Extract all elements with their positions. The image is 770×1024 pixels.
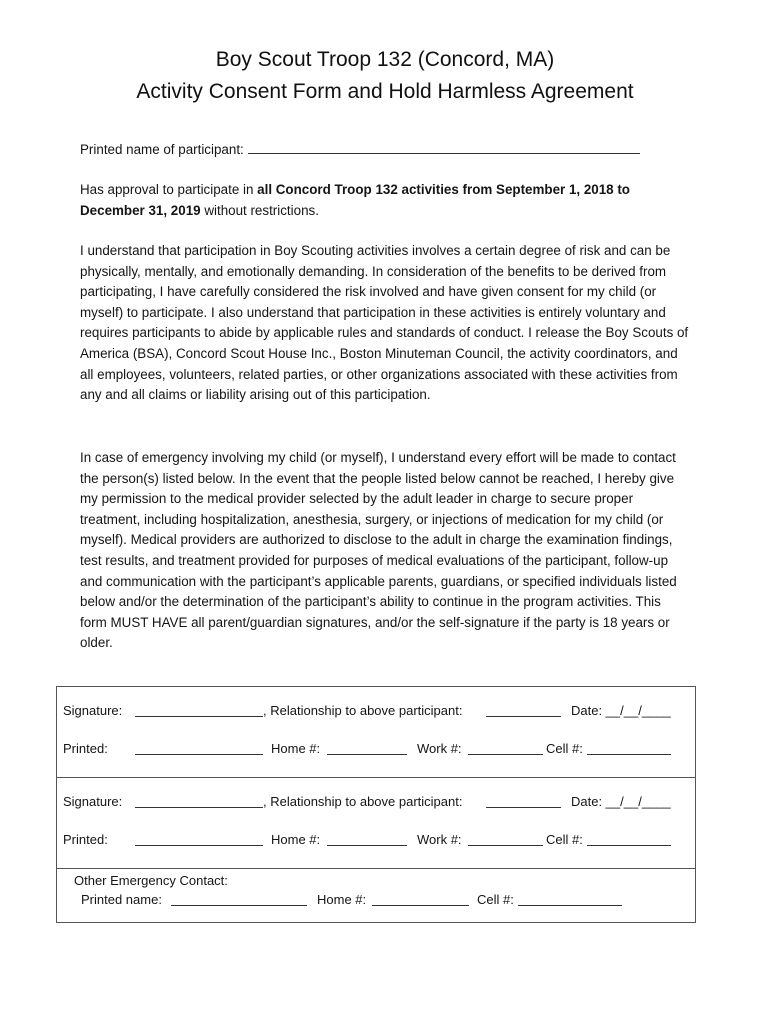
form-title-line-2: Activity Consent Form and Hold Harmless Agreement: [136, 80, 634, 103]
signature-field[interactable]: [135, 794, 263, 811]
printed-label: Printed:: [63, 832, 108, 847]
other-contact-heading-row: [57, 873, 695, 891]
work-field[interactable]: [468, 741, 543, 758]
other-cell-field[interactable]: [518, 892, 622, 909]
contact-row-1: [57, 741, 695, 759]
home-label: Home #:: [271, 832, 321, 847]
cell-label: Cell #:: [546, 832, 583, 847]
other-printed-name-label: Printed name:: [81, 892, 162, 907]
home-field[interactable]: [327, 832, 407, 849]
relationship-label: , Relationship to above participant:: [263, 794, 463, 809]
signature-label: Signature:: [63, 703, 123, 718]
relationship-label: , Relationship to above participant:: [263, 703, 463, 718]
participant-name-field[interactable]: [248, 139, 640, 154]
approval-period: all Concord Troop 132 activities from September 1, 2018 to December 31, 2019: [80, 182, 630, 218]
other-home-field[interactable]: [372, 892, 469, 909]
other-contact-heading: Other Emergency Contact:: [74, 873, 228, 888]
signature-block-1: [56, 686, 696, 778]
work-field[interactable]: [468, 832, 543, 849]
signature-field[interactable]: [135, 703, 263, 720]
signature-label: Signature:: [63, 794, 123, 809]
signature-row-2: [57, 794, 695, 812]
signature-row-1: [57, 703, 695, 721]
relationship-field[interactable]: [486, 794, 561, 811]
other-cell-label: Cell #:: [477, 892, 514, 907]
relationship-field[interactable]: [486, 703, 561, 720]
printed-field[interactable]: [135, 832, 263, 849]
other-contact-row: [57, 892, 695, 910]
form-title-line-1: Boy Scout Troop 132 (Concord, MA): [215, 48, 555, 71]
work-label: Work #:: [417, 832, 462, 847]
home-field[interactable]: [327, 741, 407, 758]
date-field[interactable]: Date: __/__/____: [571, 794, 671, 809]
cell-field[interactable]: [587, 832, 671, 849]
other-emergency-contact-block: [56, 868, 696, 923]
approval-prefix: Has approval to participate in: [80, 182, 258, 197]
date-field[interactable]: Date: __/__/____: [571, 703, 671, 718]
contact-row-2: [57, 832, 695, 850]
other-home-label: Home #:: [317, 892, 367, 907]
printed-label: Printed:: [63, 741, 108, 756]
signature-block-2: [56, 777, 696, 869]
approval-suffix: without restrictions.: [200, 202, 319, 218]
other-printed-name-field[interactable]: [171, 892, 307, 909]
printed-field[interactable]: [135, 741, 263, 758]
participant-name-label: Printed name of participant:: [80, 142, 244, 157]
cell-label: Cell #:: [546, 741, 583, 756]
work-label: Work #:: [417, 741, 462, 756]
cell-field[interactable]: [587, 741, 671, 758]
participant-name-row: [80, 139, 690, 161]
emergency-consent-paragraph: In case of emergency involving my child (or myself), I understand every effort will be made to contact the person(s) listed below. In the event that the people listed below cannot be reached, I hereby give my permission to the medical provider selected by the adult leader in charge to secure proper treatment, including hospitalization, anesthesia, surgery, or injections of medication for my child (or myself). Medical providers are authorized to disclose to the adult in charge the examination findings, test results, and treatment provided for purposes of medical evaluations of the participant, follow-up and communication with the participant’s applicable parents, guardians, or specified individuals listed below and/or the determination of the participant’s ability to continue in the program activities. This form MUST HAVE all parent/guardian signatures, and/or the self-signature if the party is 18 years or older.: [80, 450, 677, 651]
risk-release-paragraph: I understand that participation in Boy Scouting activities involves a certain degree of risk and can be physically, mentally, and emotionally demanding. In consideration of the benefits to be derived from participating, I have carefully considered the risk involved and have given consent for my child (or myself) to participate. I also understand that participation in these activities is entirely voluntary and requires participants to abide by applicable rules and standards of conduct. I release the Boy Scouts of America (BSA), Concord Scout House Inc., Boston Minuteman Council, the activity coordinators, and all employees, volunteers, related parties, or other organizations associated with these activities from any and all claims or liability arising out of this participation.: [80, 243, 689, 403]
approval-statement: [80, 180, 690, 221]
home-label: Home #:: [271, 741, 321, 756]
